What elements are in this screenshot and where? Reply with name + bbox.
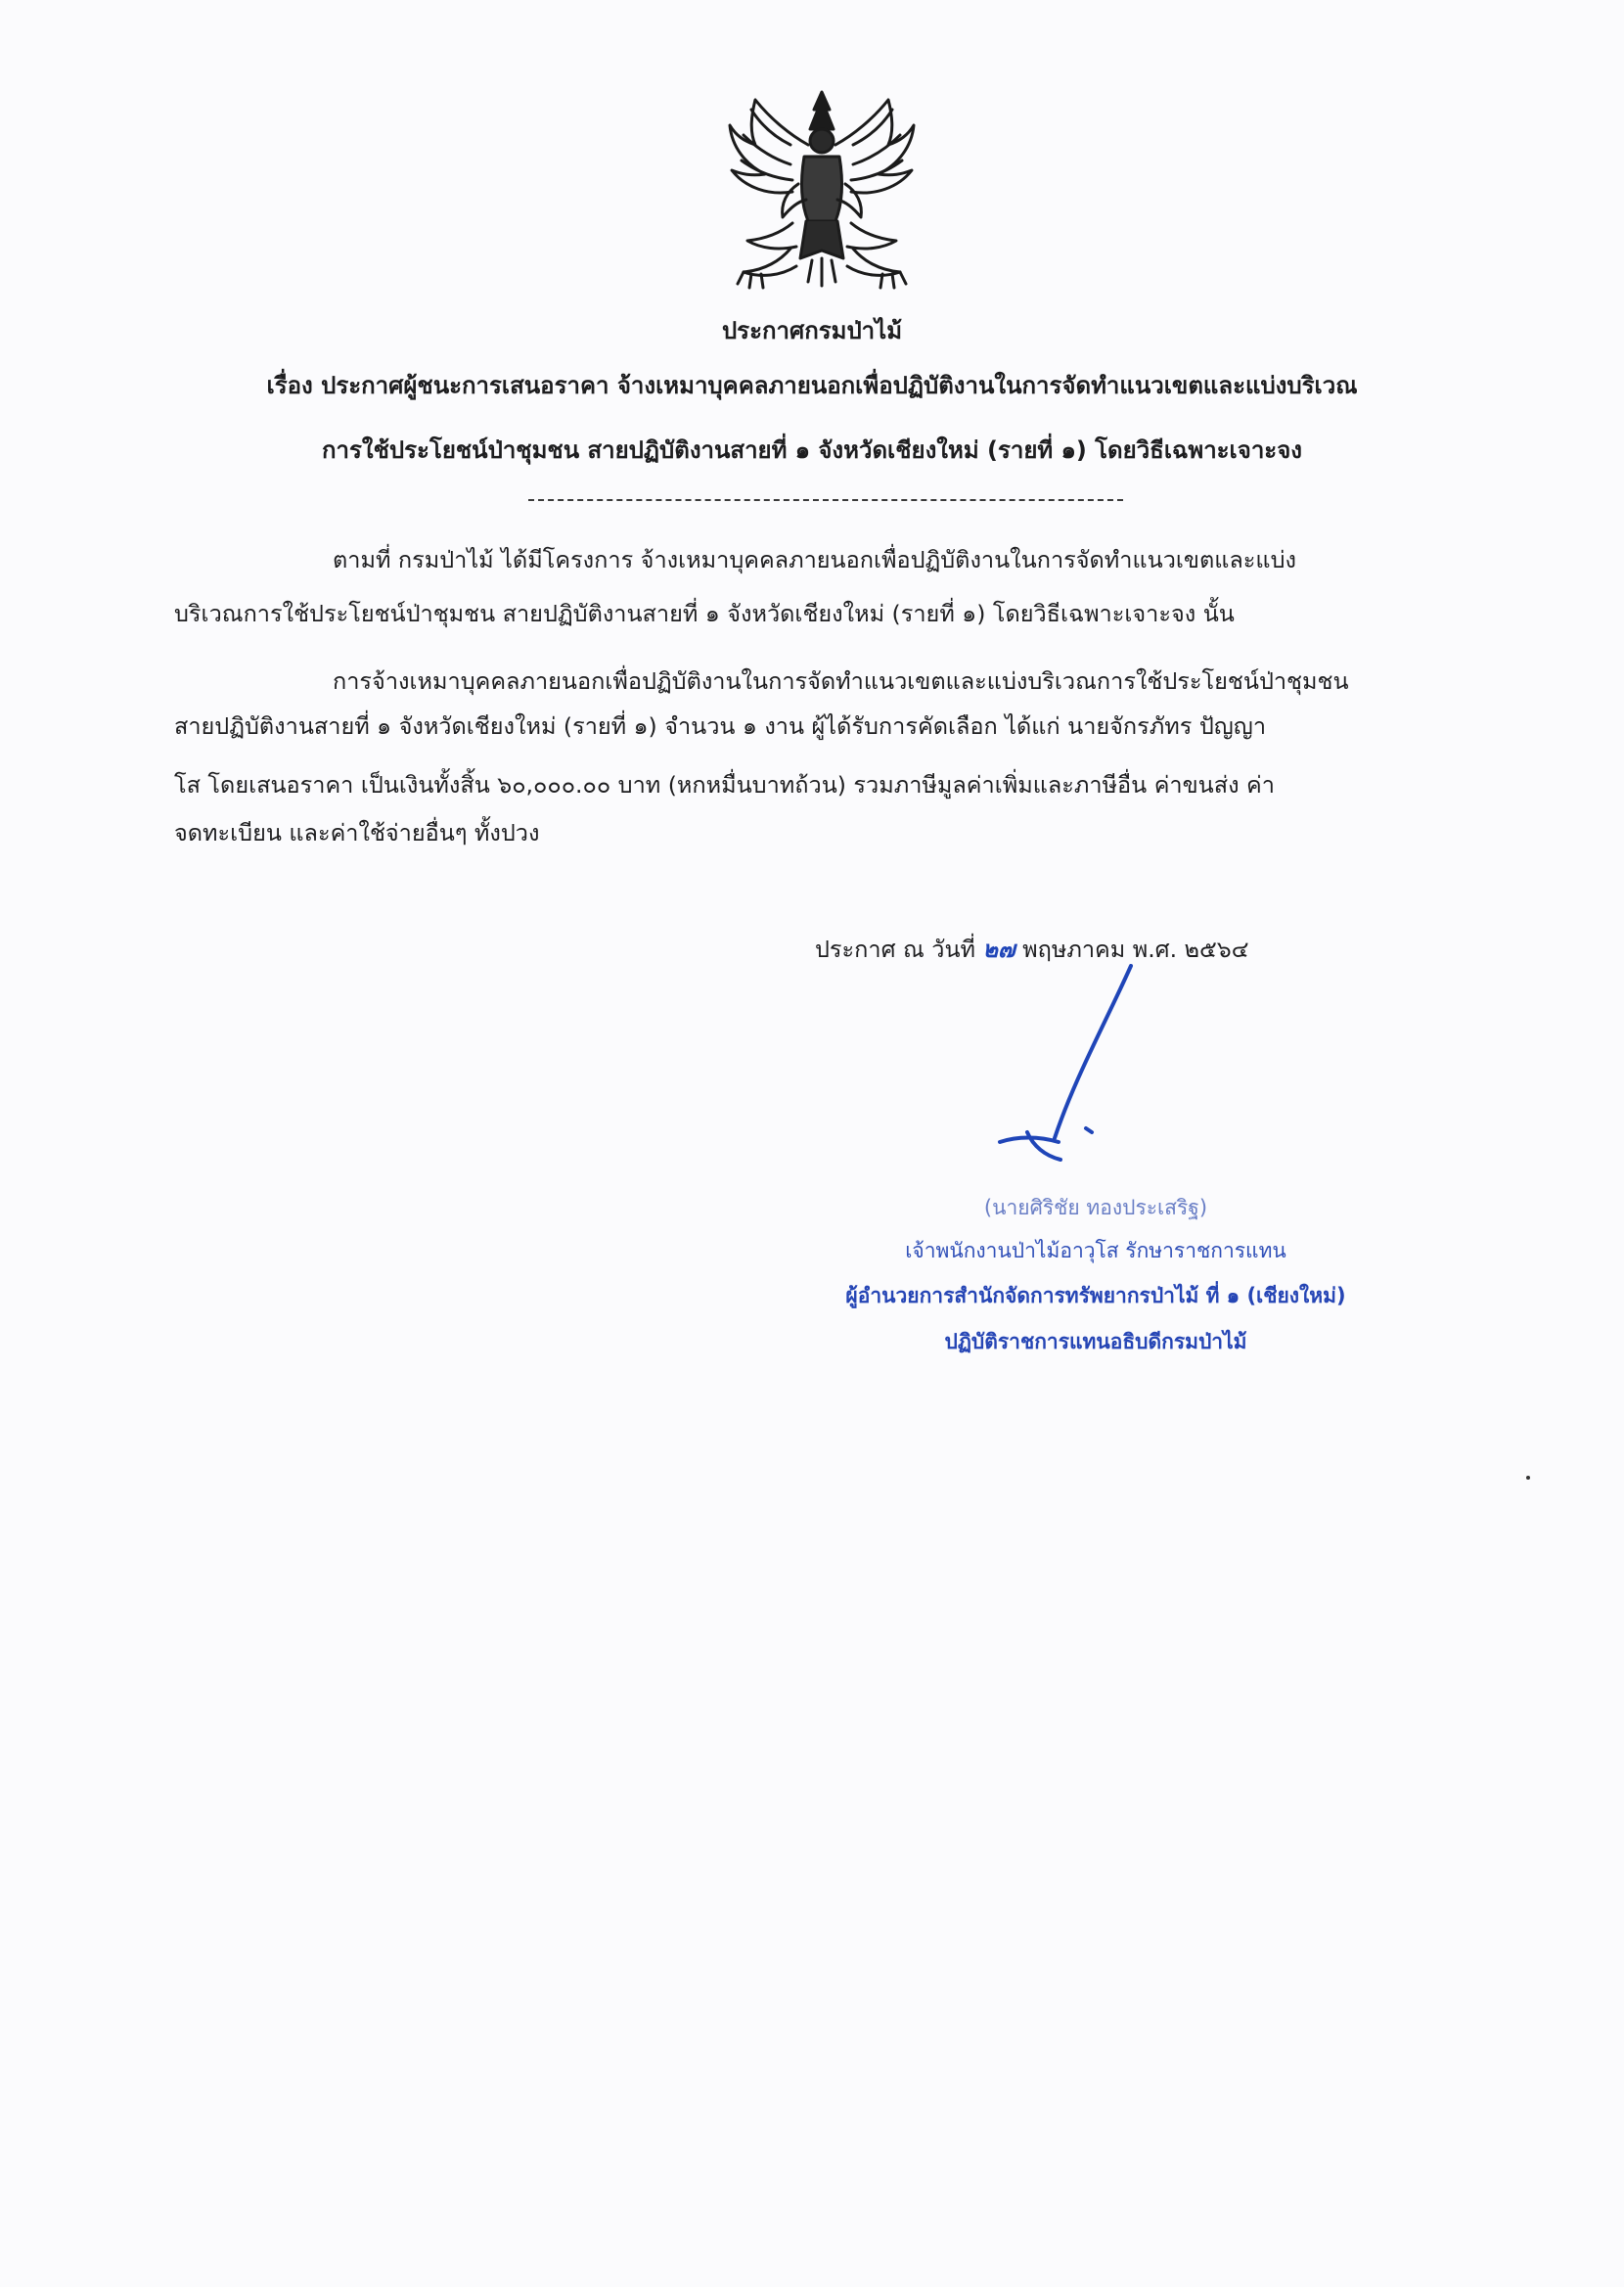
signature-mark [988,964,1135,1169]
date-prefix: ประกาศ ณ วันที่ [815,936,975,963]
signatory-position-3: ปฏิบัติราชการแทนอธิบดีกรมป่าไม้ [944,1330,1247,1353]
paragraph-1-line-2: บริเวณการใช้ประโยชน์ป่าชุมชน สายปฏิบัติงานสายที่ ๑ จังหวัดเชียงใหม่ (รายที่ ๑) โดยวิธีเฉพาะเจาะจง นั้น [174,600,1235,627]
garuda-emblem-icon [722,86,922,294]
announcement-date [815,932,1249,967]
date-day-handwritten: ๒๗ [982,936,1015,963]
subject-line-2: การใช้ประโยชน์ป่าชุมชน สายปฏิบัติงานสายที่ ๑ จังหวัดเชียงใหม่ (รายที่ ๑) โดยวิธีเฉพาะเจาะจง [322,436,1302,464]
signatory-position-2: ผู้อำนวยการสำนักจัดการทรัพยากรป่าไม้ ที่ ๑ (เชียงใหม่) [845,1284,1346,1307]
paragraph-2-line-2: สายปฏิบัติงานสายที่ ๑ จังหวัดเชียงใหม่ (รายที่ ๑) จำนวน ๑ งาน ผู้ได้รับการคัดเลือก ได้แก่ นายจักรภัทร ปัญญา [174,712,1267,740]
date-suffix: พฤษภาคม พ.ศ. ๒๕๖๔ [1022,936,1249,963]
paragraph-2-line-4: จดทะเบียน และค่าใช้จ่ายอื่นๆ ทั้งปวง [174,819,540,846]
paragraph-1-line-1: ตามที่ กรมป่าไม้ ได้มีโครงการ จ้างเหมาบุคคลภายนอกเพื่อปฏิบัติงานในการจัดทำแนวเขตและแบ่ง [333,546,1296,573]
document-title: ประกาศกรมป่าไม้ [721,317,903,344]
signatory-position-1: เจ้าพนักงานป่าไม้อาวุโส รักษาราชการแทน [905,1239,1286,1262]
signatory-name: (นายศิริชัย ทองประเสริฐ) [983,1196,1208,1219]
paragraph-2-line-1: การจ้างเหมาบุคคลภายนอกเพื่อปฏิบัติงานในการจัดทำแนวเขตและแบ่งบริเวณการใช้ประโยชน์ป่าชุมชน [333,667,1349,695]
paper-speck [1526,1476,1530,1480]
dashed-divider [528,499,1123,501]
paragraph-2-line-3: โส โดยเสนอราคา เป็นเงินทั้งสิ้น ๖๐,๐๐๐.๐๐ บาท (หกหมื่นบาทถ้วน) รวมภาษีมูลค่าเพิ่มและภาษีอื่น ค่าขนส่ง ค่า [174,771,1275,799]
subject-line-1: เรื่อง ประกาศผู้ชนะการเสนอราคา จ้างเหมาบุคคลภายนอกเพื่อปฏิบัติงานในการจัดทำแนวเขตและแบ่งบริเวณ [266,372,1358,399]
